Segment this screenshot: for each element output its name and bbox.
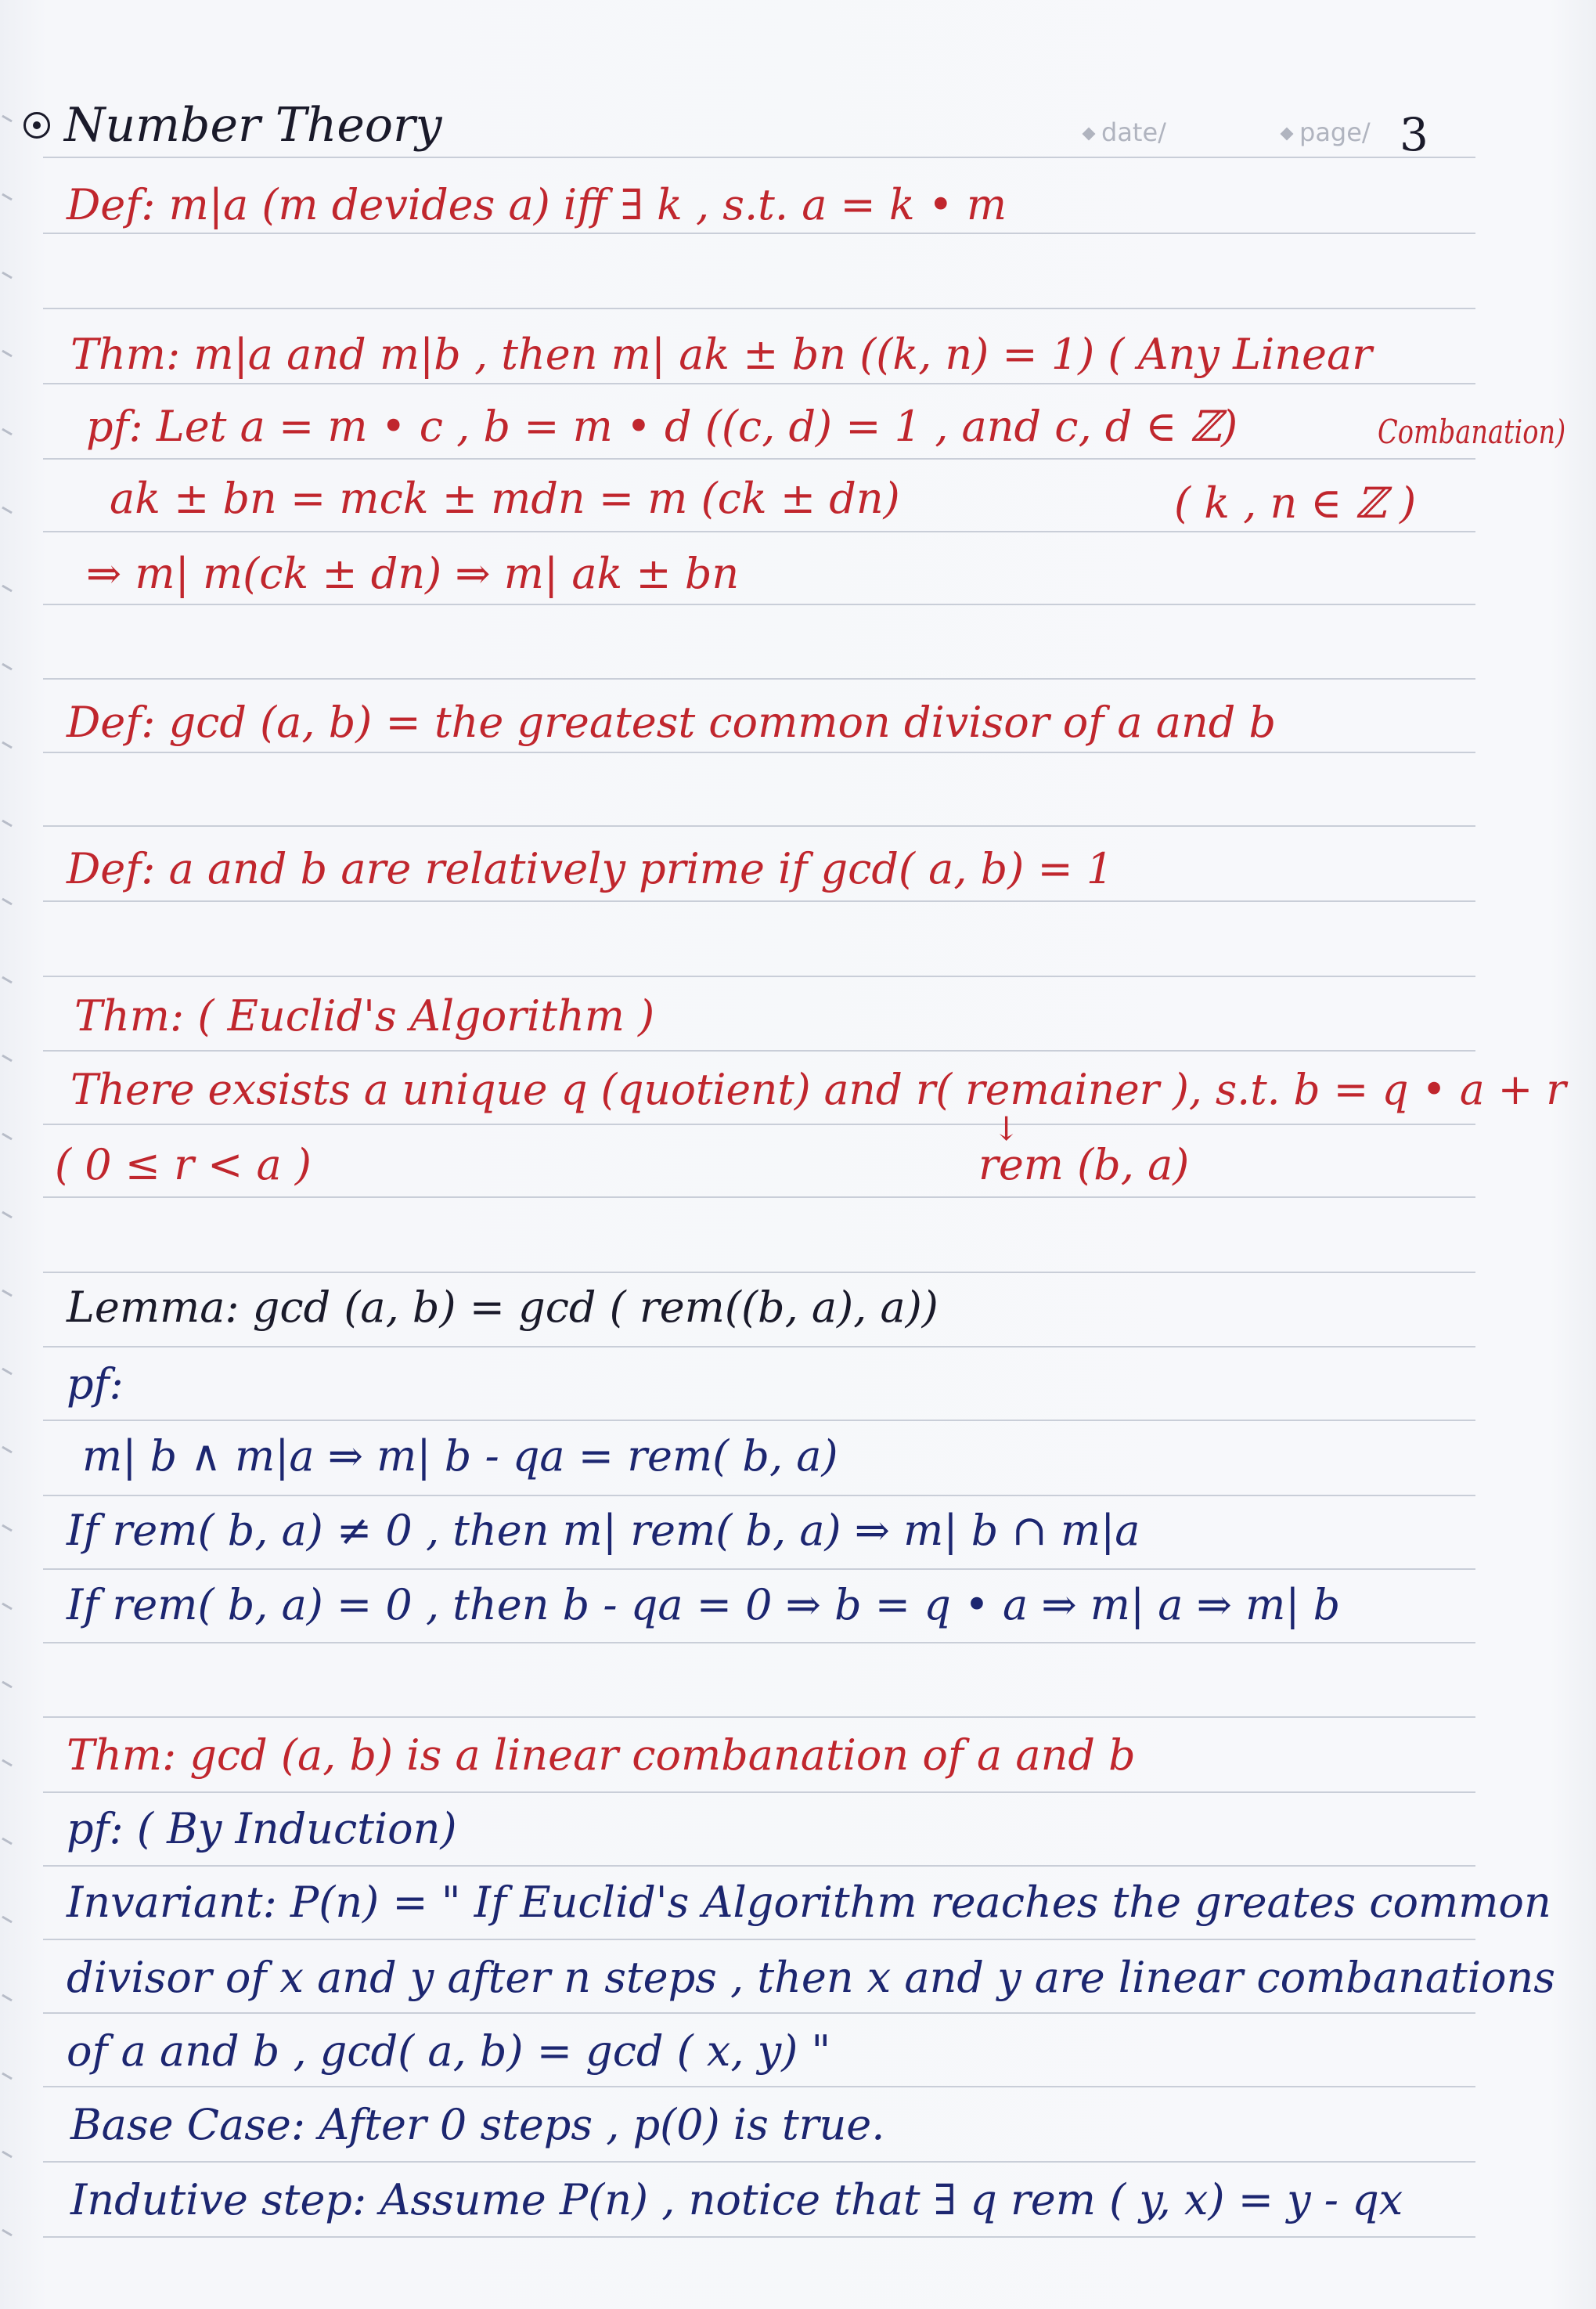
ruled-line [43, 458, 1475, 460]
ruled-line [43, 976, 1475, 977]
ruled-line [43, 752, 1475, 753]
bullet-circle-icon [23, 112, 50, 139]
ruled-line [43, 1346, 1475, 1348]
ruled-line [43, 157, 1475, 158]
ruled-line [43, 825, 1475, 827]
ruled-line [43, 233, 1475, 234]
lemma-proof-label: pf: [67, 1359, 124, 1409]
ruled-line [43, 2236, 1475, 2238]
ruled-line [43, 1196, 1475, 1198]
definition-divides: Def: m|a (m devides a) iff ∃ k , s.t. a = k • m [67, 180, 1007, 229]
ruled-line [43, 1495, 1475, 1496]
ruled-line [43, 1050, 1475, 1052]
ruled-line [43, 604, 1475, 605]
ruled-line [43, 2161, 1475, 2163]
k-n-integers-note: ( k , n ∈ ℤ ) [1174, 478, 1417, 528]
inductive-step-line: Indutive step: Assume P(n) , notice that ∃ q rem ( y, x) = y - qx [70, 2175, 1403, 2224]
ak-bn-expansion: ak ± bn = mck ± mdn = m (ck ± dn) [110, 474, 900, 523]
lemma-proof-line-3: If rem( b, a) = 0 , then b - qa = 0 ⇒ b = q • a ⇒ m| a ⇒ m| b [67, 1580, 1341, 1629]
definition-gcd: Def: gcd (a, b) = the greatest common divisor of a and b [67, 698, 1277, 747]
ruled-line [43, 1865, 1475, 1867]
ruled-line [43, 2086, 1475, 2087]
theorem-linear-combination: Thm: m|a and m|b , then m| ak ± bn ((k, n) = 1) ( Any Linear [70, 330, 1372, 379]
ruled-line [43, 1272, 1475, 1273]
proof-let-line: pf: Let a = m • c , b = m • d ((c, d) = 1 , and c, d ∈ ℤ) [86, 402, 1238, 451]
rem-label: rem (b, a) [978, 1140, 1190, 1189]
ruled-line [43, 1568, 1475, 1570]
combanation-note: Combanation) [1378, 413, 1566, 451]
ruled-line [43, 531, 1475, 532]
ruled-line [43, 1939, 1475, 1940]
implication-line: ⇒ m| m(ck ± dn) ⇒ m| ak ± bn [86, 549, 740, 598]
invariant-line: Invariant: P(n) = " If Euclid's Algorithm reaches the greates common [67, 1878, 1551, 1927]
page-label: page/ [1299, 117, 1371, 147]
ruled-line [43, 308, 1475, 309]
ruled-line [43, 1791, 1475, 1793]
page-title: Number Theory [64, 98, 442, 153]
remainder-range: ( 0 ≤ r < a ) [55, 1140, 312, 1189]
proof-induction-label: pf: ( By Induction) [67, 1804, 457, 1853]
ruled-line [43, 678, 1475, 680]
there-exists-line: There exsists a unique q (quotient) and r( remainer ), s.t. b = q • a + r [70, 1065, 1566, 1114]
lemma-gcd-rem: Lemma: gcd (a, b) = gcd ( rem((b, a), a)) [67, 1283, 939, 1332]
date-field [1084, 117, 1166, 147]
ruled-line [43, 900, 1475, 902]
ruled-line [43, 1716, 1475, 1718]
ruled-line [43, 1124, 1475, 1125]
theorem-gcd-linear: Thm: gcd (a, b) is a linear combanation of a and b [67, 1730, 1136, 1780]
divisor-line: divisor of x and y after n steps , then x and y are linear combanations [67, 1953, 1555, 2002]
ruled-line [43, 1420, 1475, 1421]
of-a-and-b-line: of a and b , gcd( a, b) = gcd ( x, y) " [67, 2026, 831, 2076]
lemma-proof-line-2: If rem( b, a) ≠ 0 , then m| rem( b, a) ⇒ m| b ∩ m|a [67, 1506, 1140, 1555]
date-label: date/ [1101, 117, 1166, 147]
definition-relatively-prime: Def: a and b are relatively prime if gcd( a, b) = 1 [67, 844, 1114, 893]
diamond-icon [1083, 128, 1096, 141]
binding-edge [0, 0, 23, 2309]
page-number: 3 [1400, 108, 1428, 161]
lemma-proof-line-1: m| b ∧ m|a ⇒ m| b - qa = rem( b, a) [82, 1431, 838, 1481]
ruled-line [43, 383, 1475, 384]
diamond-icon [1281, 128, 1294, 141]
base-case-line: Base Case: After 0 steps , p(0) is true. [70, 2100, 885, 2149]
down-arrow-icon: ↓ [993, 1109, 1021, 1148]
ruled-line [43, 1642, 1475, 1643]
ruled-line [43, 2012, 1475, 2014]
page-field [1282, 117, 1371, 147]
theorem-euclid: Thm: ( Euclid's Algorithm ) [74, 991, 655, 1041]
